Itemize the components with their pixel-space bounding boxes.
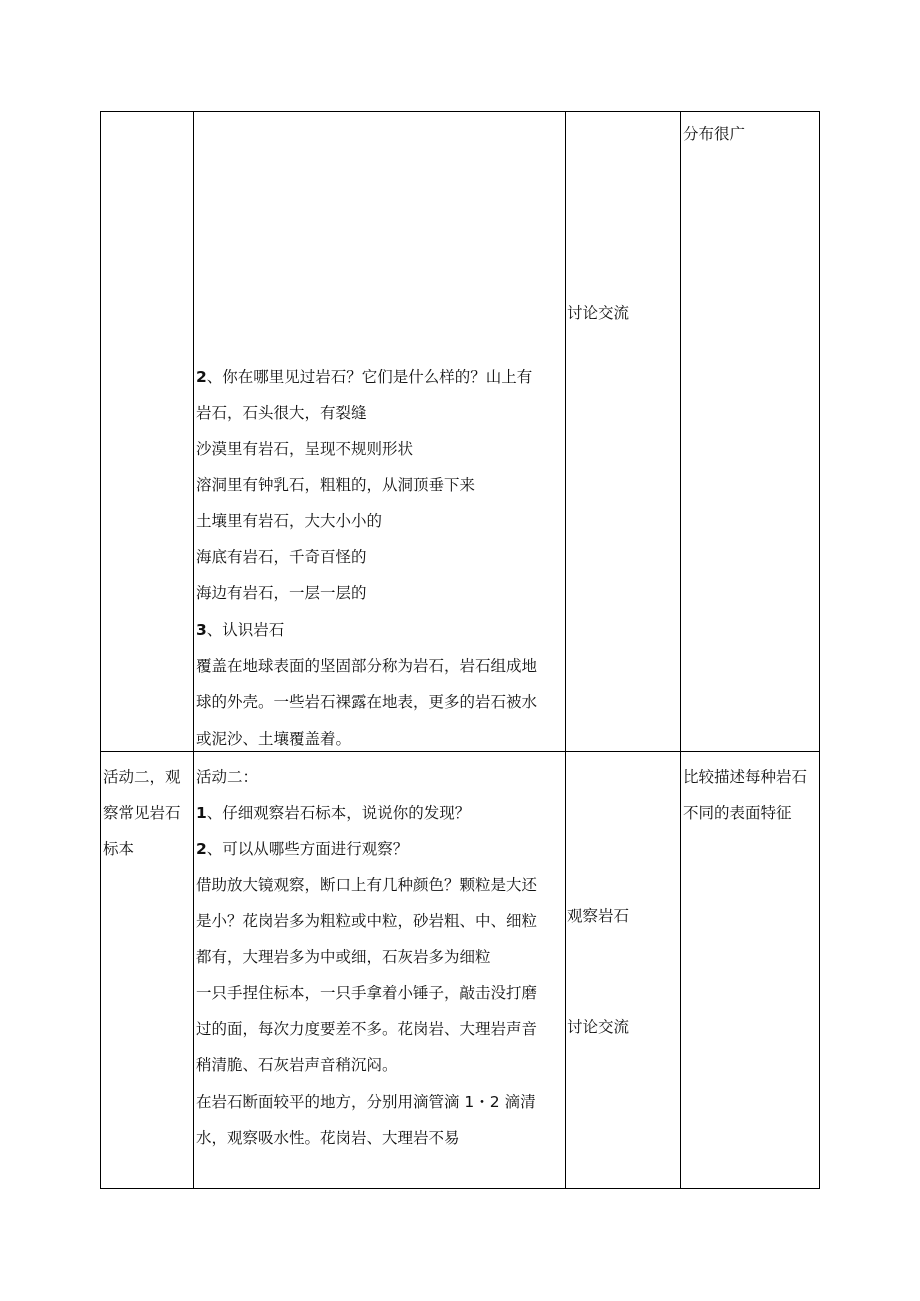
- text-line: 稍清脆、石灰岩声音稍沉闷。: [196, 1056, 398, 1074]
- text-line: 在岩石断面较平的地方，分别用滴管滴 1・2 滴清: [196, 1093, 536, 1111]
- text-line: 3、认识岩石: [196, 621, 285, 639]
- text-line: 借助放大镜观察，断口上有几种颜色？颗粒是大还: [196, 876, 538, 894]
- text-line: 1、仔细观察岩石标本，说说你的发现？: [196, 804, 471, 822]
- item-number: 2: [196, 368, 207, 386]
- method-text: 讨论交流: [567, 1018, 630, 1036]
- text-line: 海边有岩石，一层一层的: [196, 584, 367, 602]
- text-line: 沙漠里有岩石，呈现不规则形状: [196, 440, 414, 458]
- text-line: 溶洞里有钟乳石，粗粗的，从洞顶垂下来: [196, 476, 476, 494]
- column-divider-1: [193, 111, 194, 1189]
- item-number: 3: [196, 621, 207, 639]
- activity-title-line: 标本: [103, 840, 135, 858]
- text-line: 活动二：: [196, 768, 259, 786]
- row1-col4-text: 分布很广: [683, 125, 746, 143]
- text-line: 都有，大理岩多为中或细，石灰岩多为细粒: [196, 948, 491, 966]
- table-border-right: [819, 111, 820, 1189]
- text-line: 岩石，石头很大，有裂缝: [196, 404, 367, 422]
- table-border-bottom: [100, 1188, 820, 1189]
- column-divider-2: [565, 111, 566, 1189]
- method-text: 观察岩石: [567, 907, 630, 925]
- item-number: 2: [196, 840, 207, 858]
- activity-title-line: 察常见岩石: [103, 804, 181, 822]
- text-line: 或泥沙、土壤覆盖着。: [196, 730, 352, 748]
- item-number: 1: [196, 804, 207, 822]
- text-line: 覆盖在地球表面的坚固部分称为岩石，岩石组成地: [196, 657, 538, 675]
- text-line: 2、可以从哪些方面进行观察？: [196, 840, 409, 858]
- row1-col3-text: 讨论交流: [567, 304, 630, 322]
- column-divider-3: [680, 111, 681, 1189]
- row-divider: [100, 751, 820, 752]
- table-border-top: [100, 111, 820, 112]
- goal-text: 比较描述每种岩石: [683, 768, 808, 786]
- text-line: 一只手捏住标本，一只手拿着小锤子，敲击没打磨: [196, 984, 538, 1002]
- text-line: 过的面，每次力度要差不多。花岗岩、大理岩声音: [196, 1020, 538, 1038]
- text-line: 是小？花岗岩多为粗粒或中粒，砂岩粗、中、细粒: [196, 912, 538, 930]
- text-line: 海底有岩石，千奇百怪的: [196, 548, 367, 566]
- activity-title-line: 活动二，观: [103, 768, 181, 786]
- text-line: 水，观察吸水性。花岗岩、大理岩不易: [196, 1129, 460, 1147]
- text-line: 球的外壳。一些岩石裸露在地表，更多的岩石被水: [196, 693, 538, 711]
- table-border-left: [100, 111, 101, 1189]
- goal-text: 不同的表面特征: [683, 804, 792, 822]
- text-line: 2、你在哪里见过岩石？它们是什么样的？山上有: [196, 368, 533, 386]
- text-line: 土壤里有岩石，大大小小的: [196, 512, 383, 530]
